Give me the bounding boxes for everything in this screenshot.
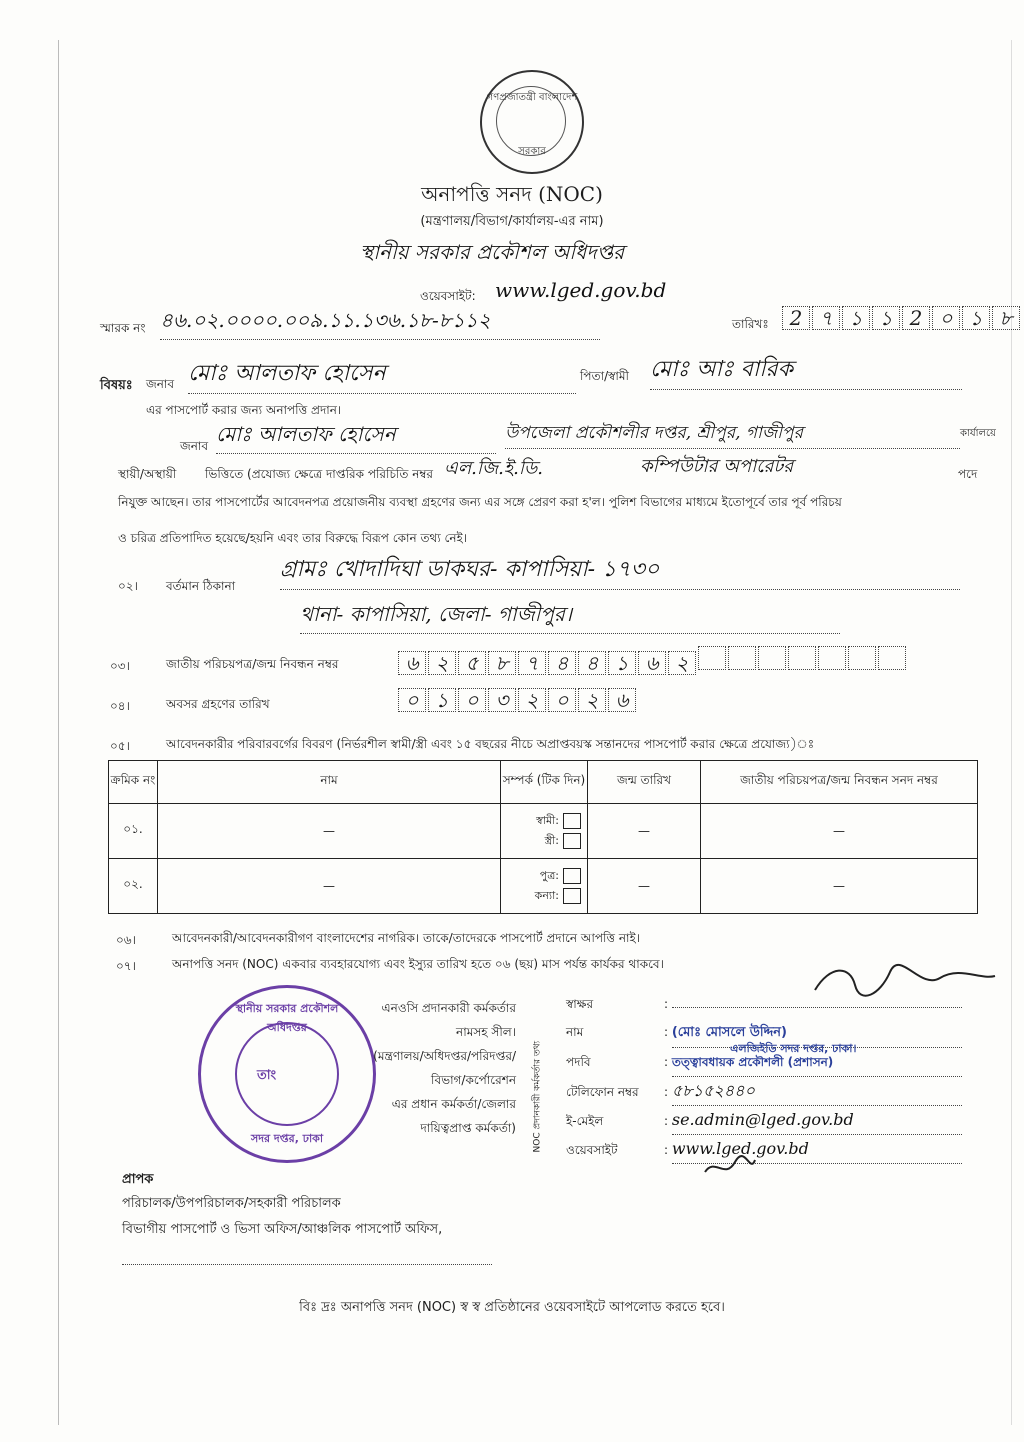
item-04-label: অবসর গ্রহণের তারিখ — [166, 697, 270, 711]
retirement-digit-box: ০ — [458, 688, 486, 712]
relation-option-son: পুত্র: — [539, 869, 559, 882]
subject-label: বিষয়ঃ — [100, 378, 133, 393]
sig-row-website: ওয়েবসাইট : www.lged.gov.bd — [566, 1135, 986, 1164]
date-digit-box: ০ — [932, 306, 960, 330]
stamp-center-text: তাং — [257, 1068, 277, 1083]
date-digit-box: 2 — [902, 306, 930, 330]
husband-checkbox[interactable] — [563, 813, 581, 829]
retirement-digit-box: ১ — [428, 688, 456, 712]
retirement-digit-box: ২ — [518, 688, 546, 712]
permanent-label: স্থায়ী/অস্থায়ী — [118, 467, 177, 481]
nid-digit-box — [728, 646, 756, 670]
col-relation: সম্পর্ক (টিক দিন) — [501, 761, 588, 804]
id-handwritten: এল.জি.ই.ডি. — [444, 458, 544, 479]
relation-option-husband: স্বামী: — [536, 814, 559, 827]
seal-lower-text: সরকার — [518, 146, 546, 157]
retirement-boxes — [398, 688, 638, 712]
row-serial: ০১. — [109, 804, 158, 859]
row-nid: — — [701, 804, 978, 859]
family-table — [108, 760, 978, 914]
authority-line: (মন্ত্রণালয়/অধিদপ্তর/পরিদপ্তর/ — [373, 1049, 516, 1063]
retirement-digit-box: ৬ — [608, 688, 636, 712]
memo-number: ৪৬.০২.০০০০.০০৯.১১.১৩৬.১৮-৮১১২ — [160, 306, 600, 340]
item-02-label: বর্তমান ঠিকানা — [166, 579, 236, 593]
signature-fields — [566, 990, 986, 1164]
authority-line: বিভাগ/কর্পোরেশন — [431, 1073, 516, 1087]
date-digit-box: ১ — [842, 306, 870, 330]
col-nid: জাতীয় পরিচয়পত্র/জন্ম নিবন্ধন সনদ নম্বর — [701, 761, 978, 804]
date-label: তারিখঃ — [732, 317, 769, 331]
authority-block — [344, 996, 516, 1140]
vertical-label: NOC প্রদানকারী কর্মকর্তার তথ্য — [532, 1040, 543, 1153]
nid-digit-box: ৭ — [518, 651, 546, 675]
row-name: — — [158, 804, 501, 859]
sig-row-name: নাম : (মোঃ মোসলে উদ্দিন) — [566, 1018, 986, 1048]
sig-row-email: ই-মেইল : se.admin@lged.gov.bd — [566, 1106, 986, 1135]
sig-label: পদবি — [566, 1055, 591, 1069]
authority-line: এর প্রধান কর্মকর্তা/জেলার — [391, 1097, 516, 1111]
post-label: পদে — [958, 467, 978, 481]
document-title: অনাপত্তি সনদ (NOC) — [421, 182, 603, 206]
table-row — [109, 859, 978, 914]
retirement-digit-box: ০ — [548, 688, 576, 712]
col-name: নাম — [158, 761, 501, 804]
seal-upper-text: গণপ্রজাতন্ত্রী বাংলাদেশ — [486, 92, 578, 103]
recipient-address-line — [122, 1252, 492, 1265]
nid-digit-box — [758, 646, 786, 670]
mr-label-2: জনাব — [180, 439, 209, 453]
sig-value: se.admin@lged.gov.bd — [672, 1106, 962, 1135]
sig-value — [672, 1007, 962, 1008]
row-relation — [501, 859, 588, 914]
website-value: www.lged.gov.bd — [495, 278, 667, 302]
sig-label: টেলিফোন নম্বর — [566, 1085, 639, 1099]
authority-line: নামসহ সীল। — [456, 1025, 516, 1039]
nid-digit-box — [878, 646, 906, 670]
date-digit-box: ৭ — [812, 306, 840, 330]
sig-label: নাম — [566, 1025, 584, 1039]
post-handwritten: কম্পিউটার অপারেটর — [640, 456, 794, 477]
website-label: ওয়েবসাইট: — [420, 289, 476, 303]
sig-row-signature: স্বাক্ষর : — [566, 990, 986, 1018]
item-05-number: ০৫। — [110, 739, 130, 753]
authority-line: দায়িত্বপ্রাপ্ত কর্মকর্তা) — [420, 1121, 516, 1135]
sig-row-designation: পদবি : তত্ত্বাবধায়ক প্রকৌশলী (প্রশাসন) — [566, 1048, 986, 1077]
daughter-checkbox[interactable] — [563, 888, 581, 904]
mr-label: জনাব — [146, 377, 175, 391]
sig-label: স্বাক্ষর — [566, 997, 594, 1011]
col-dob: জন্ম তারিখ — [588, 761, 701, 804]
father-name: মোঃ আঃ বারিক — [650, 352, 962, 390]
sig-label: ওয়েবসাইট — [566, 1143, 618, 1157]
office-label: কার্যালয়ে — [960, 428, 996, 439]
footnote: বিঃ দ্রঃ অনাপত্তি সনদ (NOC) স্ব স্ব প্রতিষ্ঠানের ওয়েবসাইটে আপলোড করতে হবে। — [299, 1300, 725, 1315]
office-handwritten: উপজেলা প্রকৌশলীর দপ্তর, শ্রীপুর, গাজীপুর — [505, 420, 960, 449]
row-relation — [501, 804, 588, 859]
item-05-text: আবেদনকারীর পরিবারবর্গের বিবরণ (নির্ভরশীল স্বামী/স্ত্রী এবং ১৫ বছরের নীচে অপ্রাপ্তবয়স্ক সন্তানদের পাসপোর্ট করার ক্ষেত্রে প্রযোজ্য)ঃ — [166, 737, 815, 751]
recipient-line-2: বিভাগীয় পাসপোর্ট ও ভিসা অফিস/আঞ্চলিক পাসপোর্ট অফিস, — [122, 1222, 443, 1237]
government-seal — [480, 70, 584, 174]
nid-digit-box: ৫ — [458, 651, 486, 675]
stamp-top-text: স্থানীয় সরকার প্রকৌশল অধিদপ্তর — [235, 1002, 339, 1034]
table-row — [109, 804, 978, 859]
nid-digit-box: ১ — [608, 651, 636, 675]
item-06-text: আবেদনকারী/আবেদনকারীগণ বাংলাদেশের নাগরিক। তাকে/তাদেরকে পাসপোর্ট প্রদানে আপত্তি নাই। — [172, 931, 641, 945]
date-boxes — [782, 306, 1022, 330]
nid-digit-box — [698, 646, 726, 670]
nid-digit-box — [788, 646, 816, 670]
paragraph-line-2: নিযুক্ত আছেন। তার পাসপোর্টের আবেদনপত্র প্রয়োজনীয় ব্যবস্থা গ্রহণের জন্য এর সঙ্গে প্রেরণ করা হ'ল। পুলিশ বিভাগের মাধ্যমে ইতোপূর্বে তার পূর্ব পরিচয় — [118, 495, 842, 509]
date-digit-box: ১ — [962, 306, 990, 330]
nid-digit-box: ৬ — [398, 651, 426, 675]
row-nid: — — [701, 859, 978, 914]
item-07-number: ০৭। — [116, 959, 136, 973]
nid-boxes — [398, 646, 908, 675]
father-label: পিতা/স্বামী — [580, 369, 629, 383]
sig-value: (মোঃ মোসলে উদ্দিন) — [672, 1019, 962, 1048]
nid-digit-box: ৪ — [578, 651, 606, 675]
stamp-pad-line: এলজিইডি সদর দপ্তর, ঢাকা। — [730, 1042, 857, 1055]
relation-option-wife: স্ত্রী: — [544, 834, 559, 847]
item-02-number: ০২। — [118, 579, 138, 593]
item-04-number: ০৪। — [110, 699, 130, 713]
signature-scribble — [810, 960, 1000, 1000]
row-dob: — — [588, 859, 701, 914]
sig-value: ৫৮১৫২৪৪০ — [672, 1077, 962, 1106]
son-checkbox[interactable] — [563, 868, 581, 884]
nid-digit-box: ৪ — [548, 651, 576, 675]
office-name: স্থানীয় সরকার প্রকৌশল অধিদপ্তর — [360, 240, 625, 264]
date-digit-box: ৮ — [992, 306, 1020, 330]
wife-checkbox[interactable] — [563, 833, 581, 849]
applicant-name: মোঃ আলতাফ হোসেন — [188, 356, 576, 394]
address-line-2: থানা- কাপাসিয়া, জেলা- গাজীপুর। — [300, 600, 840, 634]
sig-value: www.lged.gov.bd — [672, 1135, 962, 1164]
row-serial: ০২. — [109, 859, 158, 914]
permanent-text: ভিত্তিতে (প্রযোজ্য ক্ষেত্রে দাপ্তরিক পরিচিতি নম্বর — [205, 467, 434, 481]
item-07-text: অনাপত্তি সনদ (NOC) একবার ব্যবহারযোগ্য এবং ইস্যুর তারিখ হতে ০৬ (ছয়) মাস পর্যন্ত কার্যকর থাকবে। — [172, 957, 664, 971]
row-name: — — [158, 859, 501, 914]
item-03-number: ০৩। — [110, 659, 130, 673]
nid-digit-box: ২ — [668, 651, 696, 675]
row-dob: — — [588, 804, 701, 859]
applicant-name-repeat: মোঃ আলতাফ হোসেন — [216, 420, 496, 454]
authority-line: এনওসি প্রদানকারী কর্মকর্তার — [381, 1001, 516, 1015]
date-digit-box: ১ — [872, 306, 900, 330]
address-line-1: গ্রামঃ খোদাদিঘা ডাকঘর- কাপাসিয়া- ১৭৩০ — [280, 552, 960, 590]
document-subtitle: (মন্ত্রণালয়/বিভাগ/কার্যালয়-এর নাম) — [420, 214, 604, 229]
sig-row-phone: টেলিফোন নম্বর : ৫৮১৫২৪৪০ — [566, 1077, 986, 1106]
sig-value: তত্ত্বাবধায়ক প্রকৌশলী (প্রশাসন) — [672, 1048, 962, 1077]
relation-option-daughter: কন্যা: — [534, 889, 559, 902]
initial-scribble — [700, 1152, 760, 1182]
date-digit-box: 2 — [782, 306, 810, 330]
retirement-digit-box: ০ — [398, 688, 426, 712]
nid-digit-box: ২ — [428, 651, 456, 675]
table-header-row — [109, 761, 978, 804]
item-03-label: জাতীয় পরিচয়পত্র/জন্ম নিবন্ধন নম্বর — [166, 657, 339, 671]
nid-digit-box — [818, 646, 846, 670]
subject-text: এর পাসপোর্ট করার জন্য অনাপত্তি প্রদান। — [146, 403, 342, 417]
nid-digit-box: ৬ — [638, 651, 666, 675]
retirement-digit-box: ৩ — [488, 688, 516, 712]
nid-digit-box: ৮ — [488, 651, 516, 675]
paragraph-line-3: ও চরিত্র প্রতিপাদিত হয়েছে/হয়নি এবং তার বিরুদ্ধে বিরূপ কোন তথ্য নেই। — [118, 531, 468, 545]
recipient-title: প্রাপক — [122, 1172, 154, 1187]
item-06-number: ০৬। — [116, 933, 136, 947]
col-serial: ক্রমিক নং — [109, 761, 158, 804]
recipient-line-1: পরিচালক/উপপরিচালক/সহকারী পরিচালক — [122, 1196, 341, 1211]
nid-digit-box — [848, 646, 876, 670]
retirement-digit-box: ২ — [578, 688, 606, 712]
stamp-bottom-text: সদর দপ্তর, ঢাকা — [250, 1132, 324, 1145]
sig-label: ই-মেইল — [566, 1114, 604, 1128]
memo-label: স্মারক নং — [100, 321, 146, 335]
